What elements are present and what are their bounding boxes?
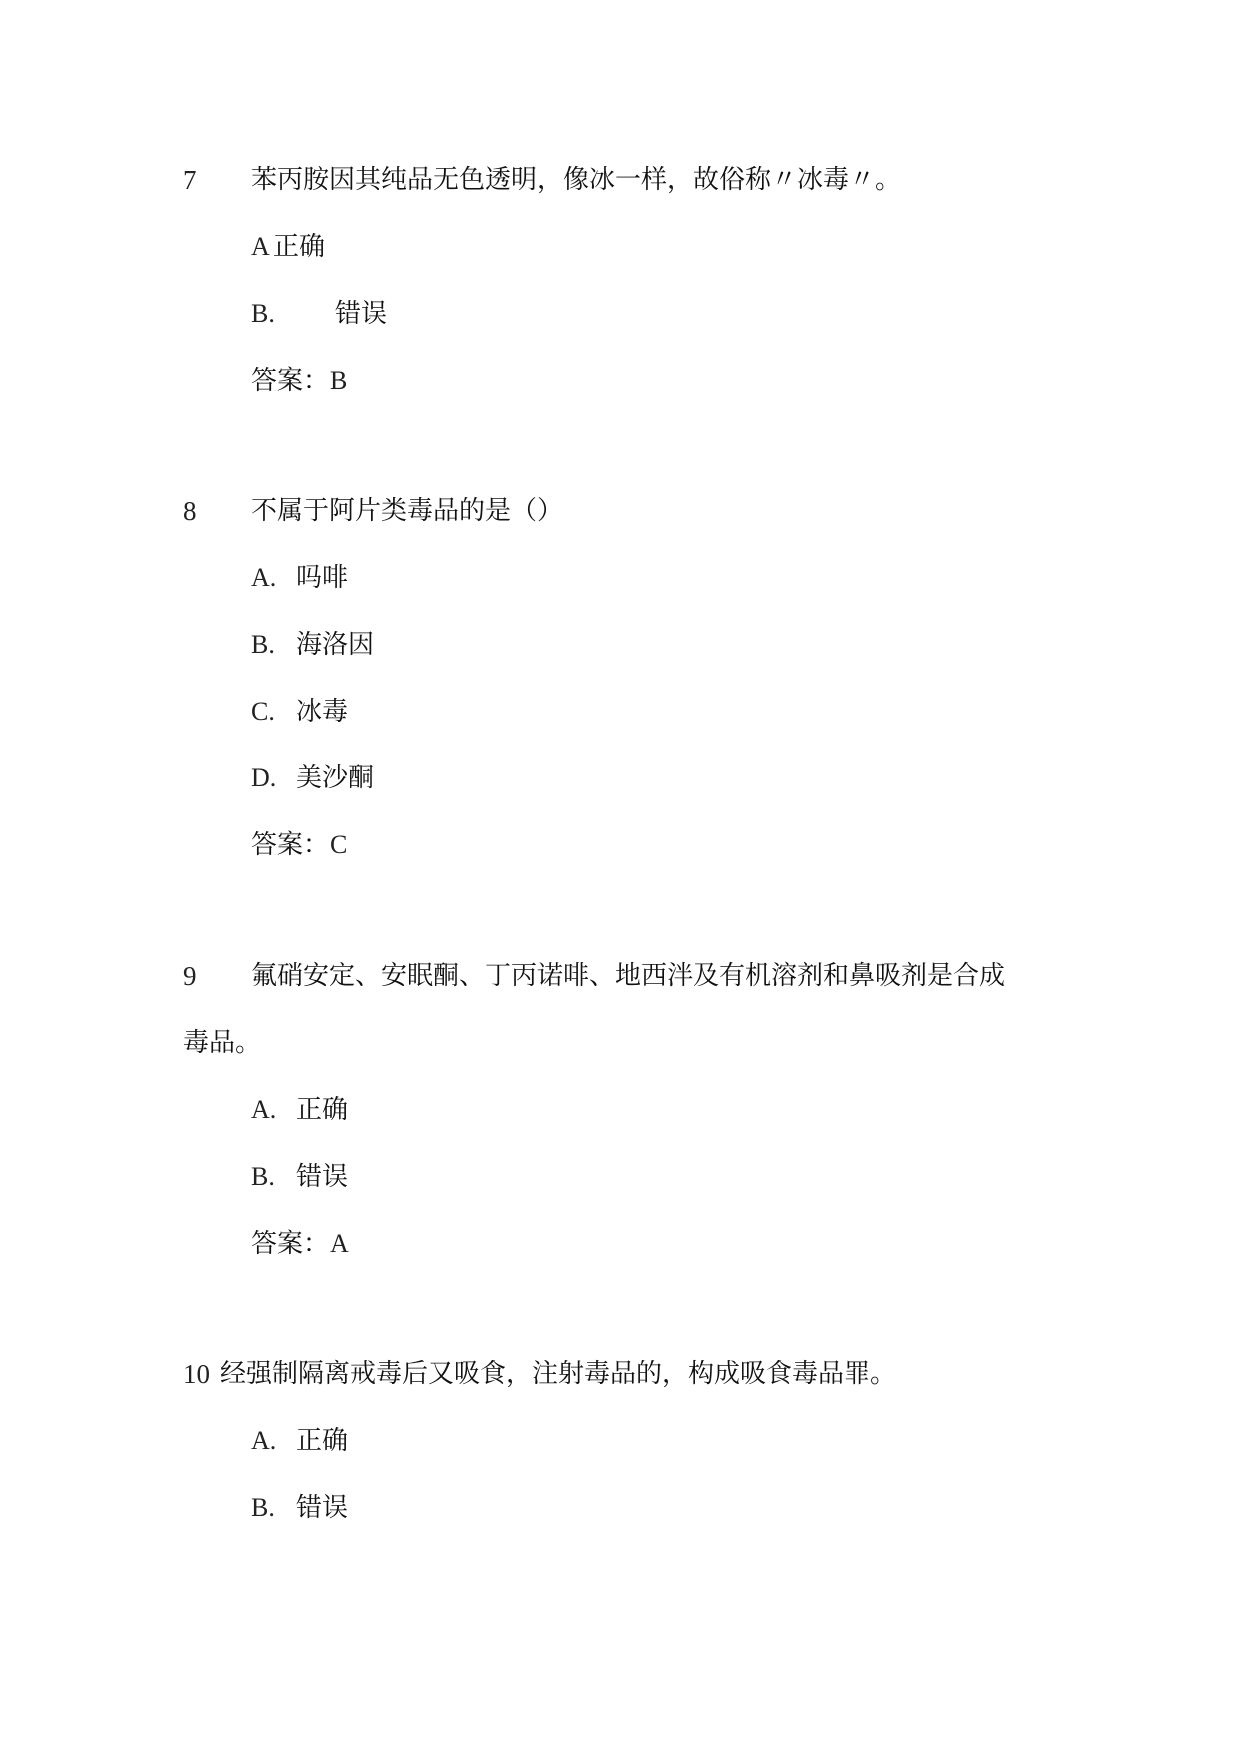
option-letter: B.: [251, 1493, 275, 1522]
option-text: 海洛因: [296, 630, 375, 660]
answer-value: C: [330, 830, 348, 859]
question-text: 不属于阿片类毒品的是（）: [251, 496, 564, 526]
question-number: 10: [183, 1359, 210, 1389]
answer-label: 答案：: [251, 1229, 330, 1259]
option-text: 正确: [296, 1426, 349, 1456]
question-text: 苯丙胺因其纯品无色透明，像冰一样，故俗称〃冰毒〃。: [251, 165, 902, 195]
question-text-continued: 毒品。: [183, 1028, 262, 1058]
answer-value: A: [330, 1229, 349, 1258]
option-text: 正确: [296, 1095, 349, 1125]
option-letter: C.: [251, 697, 275, 726]
answer-label: 答案：: [251, 366, 330, 396]
option-text: 美沙酮: [296, 763, 375, 793]
question-number: 9: [183, 961, 197, 991]
option-letter: A.: [251, 563, 277, 592]
option-text: 错误: [296, 1162, 349, 1192]
option-letter: B.: [251, 1162, 275, 1191]
answer-value: B: [330, 366, 348, 395]
answer-label: 答案：: [251, 830, 330, 860]
question-number: 8: [183, 496, 197, 526]
question-text: 经强制隔离戒毒后又吸食，注射毒品的，构成吸食毒品罪。: [220, 1359, 897, 1389]
option-letter: A: [251, 232, 270, 261]
option-text: 错误: [335, 299, 388, 329]
option-text: 冰毒: [296, 697, 349, 727]
question-text: 氟硝安定、安眠酮、丁丙诺啡、地西泮及有机溶剂和鼻吸剂是合成: [251, 961, 1006, 991]
option-letter: B.: [251, 630, 275, 659]
option-letter: A.: [251, 1095, 277, 1124]
option-letter: D.: [251, 763, 277, 792]
option-text: 错误: [296, 1493, 349, 1523]
option-text: 正确: [273, 232, 326, 262]
option-text: 吗啡: [296, 563, 349, 593]
question-number: 7: [183, 165, 197, 195]
option-letter: B.: [251, 299, 275, 328]
option-letter: A.: [251, 1426, 277, 1455]
